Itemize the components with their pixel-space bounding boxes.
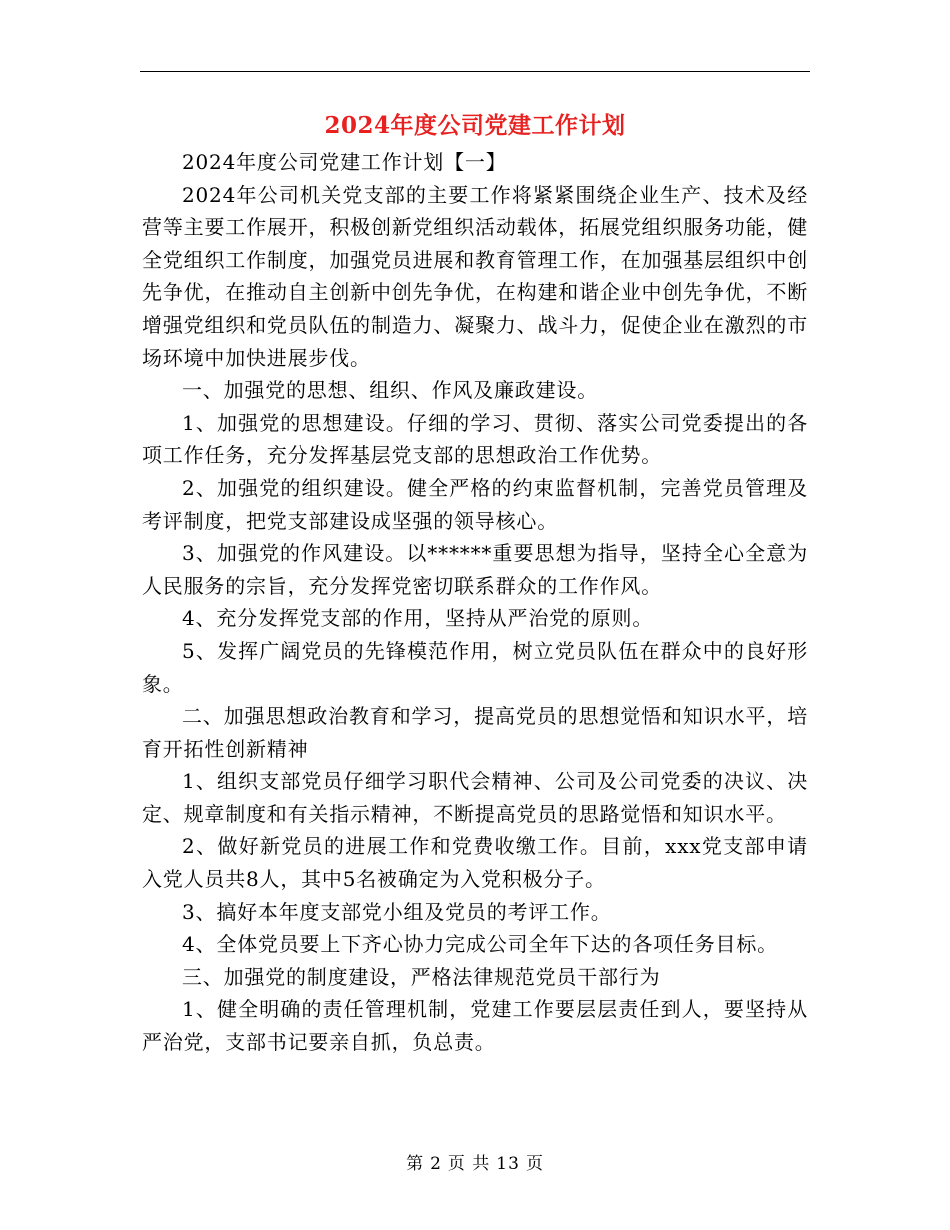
paragraph: 2、做好新党员的进展工作和党费收缴工作。目前，xxx党支部申请入党人员共8人，其中5名被确定为入党积极分子。 [142,834,808,892]
paragraph: 1、加强党的思想建设。仔细的学习、贯彻、落实公司党委提出的各项工作任务，充分发挥基层党支部的思想政治工作优势。 [142,410,808,468]
paragraph: 3、加强党的作风建设。以******重要思想为指导，坚持全心全意为人民服务的宗旨，充分发挥党密切联系群众的工作作风。 [142,541,808,598]
paragraph: 2024年度公司党建工作计划【一】 [182,150,507,174]
paragraph: 4、充分发挥党支部的作用，坚持从严治党的原则。 [182,606,654,631]
paragraph: 1、组织支部党员仔细学习职代会精神、公司及公司党委的决议、决定、规章制度和有关指示精神，不断提高党员的思路觉悟和知识水平。 [142,769,808,826]
paragraph: 三、加强党的制度建设，严格法律规范党员干部行为 [182,964,661,989]
header-rule [140,71,810,72]
paragraph: 4、全体党员要上下齐心协力完成公司全年下达的各项任务目标。 [182,932,778,957]
paragraph: 2、加强党的组织建设。健全严格的约束监督机制，完善党员管理及考评制度，把党支部建设成坚强的领导核心。 [142,475,808,533]
document-body [142,146,808,1059]
page-number-footer [140,1152,810,1176]
paragraph: 2024年公司机关党支部的主要工作将紧紧围绕企业生产、技术及经营等主要工作展开，积极创新党组织活动载体，拓展党组织服务功能，健全党组织工作制度，加强党员进展和教育管理工作，在加强基层组织中创先争优，在推动自主创新中创先争优，在构建和谐企业中创先争优，不断增强党组织和党员队伍的制造力、凝聚力、战斗力，促使企业在激烈的市场环境中加快进展步伐。 [142,182,808,370]
footer-suffix: 页 [525,1154,544,1174]
paragraph: 一、加强党的思想、组织、作风及廉政建设。 [182,378,598,403]
paragraph: 1、健全明确的责任管理机制，党建工作要层层责任到人，要坚持从严治党，支部书记要亲自抓，负总责。 [142,997,808,1055]
footer-mid: 页 共 [447,1154,491,1174]
document-title: 2024年度公司党建工作计划 [324,112,626,139]
paragraph: 3、搞好本年度支部党小组及党员的考评工作。 [182,899,612,924]
paragraph: 5、发挥广阔党员的先锋模范作用，树立党员队伍在群众中的良好形象。 [142,638,808,696]
paragraph: 二、加强思想政治教育和学习，提高党员的思想觉悟和知识水平，培育开拓性创新精神 [142,704,808,761]
footer-prefix: 第 [406,1154,425,1174]
total-pages-number: 13 [496,1154,520,1174]
current-page-number: 2 [430,1154,442,1174]
